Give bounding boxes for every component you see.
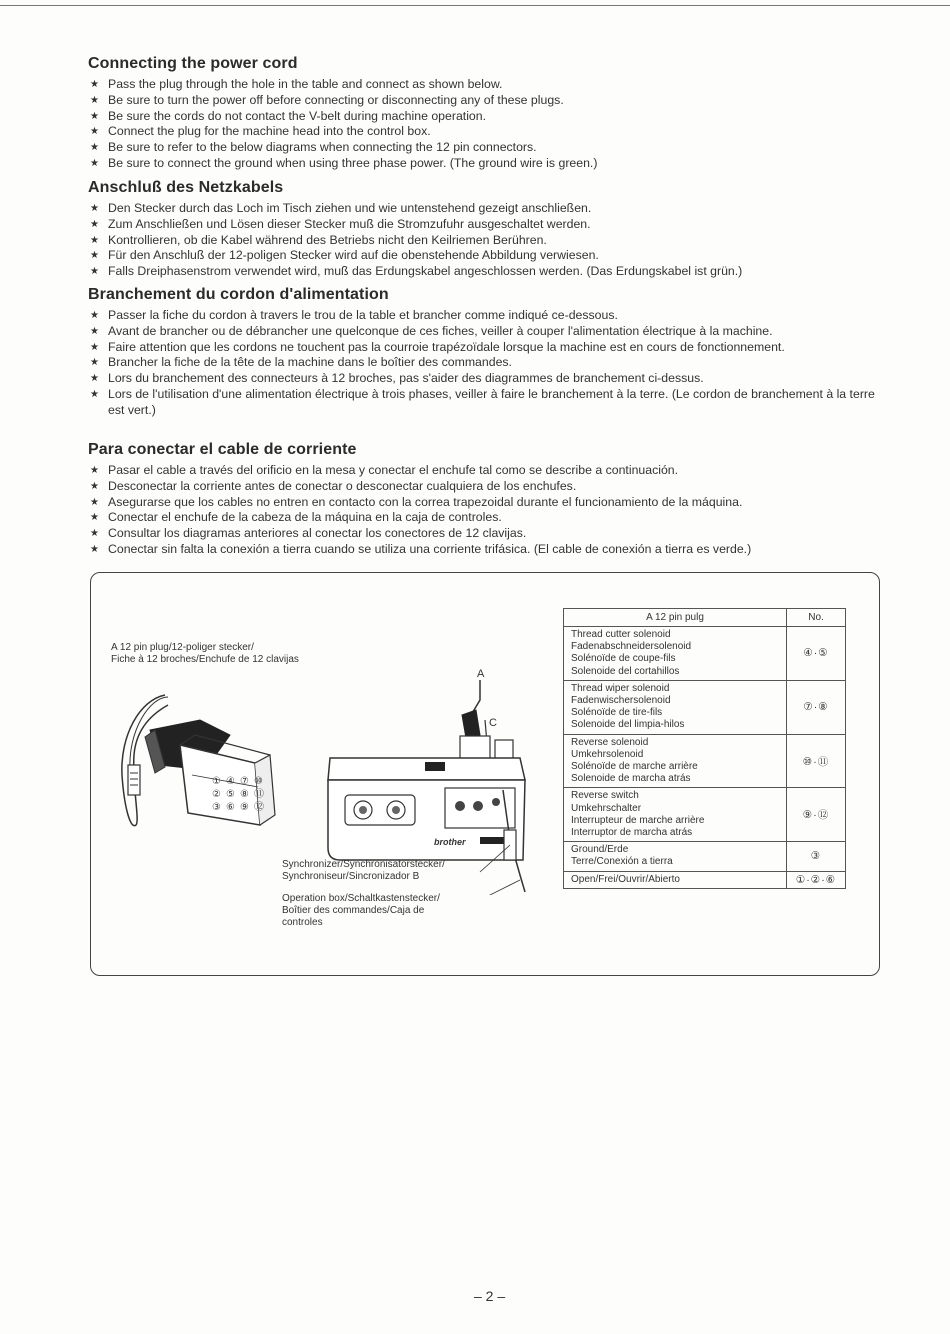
list-item: ★ Avant de brancher ou de débrancher une quelconque de ces fiches, veiller à couper l'alimentation électrique à la machine. xyxy=(88,324,878,340)
pin-label: ⑨ xyxy=(240,802,249,813)
list-item: ★ Den Stecker durch das Loch im Tisch ziehen und wie untenstehend gezeigt anschließen. xyxy=(88,201,878,217)
pin-label: ⑧ xyxy=(240,789,249,800)
operation-box-caption: Operation box/Schaltkastenstecker/ Boîtier des commandes/Caja de controles xyxy=(282,893,440,928)
list-item: ★ Falls Dreiphasenstrom verwendet wird, muß das Erdungskabel angeschlossen werden. (Das Erdungskabel ist grün.) xyxy=(88,264,878,280)
bullet-list xyxy=(88,463,878,558)
table-header-name: A 12 pin pulg xyxy=(564,609,787,627)
pin-label: ④ xyxy=(226,776,235,787)
pin-label: ⑥ xyxy=(226,802,235,813)
list-item: ★ Pass the plug through the hole in the table and connect as shown below. xyxy=(88,77,878,93)
list-item: ★ Conectar sin falta la conexión a tierra cuando se utiliza una corriente trifásica. (El cable de conexión a tierra es verde.) xyxy=(88,542,878,558)
list-item: ★ Be sure to turn the power off before connecting or disconnecting any of these plugs. xyxy=(88,93,878,109)
brand-logo: brother xyxy=(434,837,466,847)
table-row: Thread wiper solenoid Fadenwischersolenoid Solénoïde de tire-fils Solenoide del limpia-hilos ⑦·⑧ xyxy=(564,680,846,734)
plug-caption xyxy=(111,642,299,666)
bullet-list xyxy=(88,201,878,280)
section-title: Connecting the power cord xyxy=(88,55,298,72)
plug-caption-line: A 12 pin plug/12-poliger stecker/ xyxy=(111,642,254,653)
pin-grid xyxy=(212,776,292,826)
pin-label: ⑤ xyxy=(226,789,235,800)
table-row: Open/Frei/Ouvrir/Abierto ①·②·⑥ xyxy=(564,871,846,888)
list-item: ★ Consultar los diagramas anteriores al conectar los conectores de 12 clavijas. xyxy=(88,526,878,542)
pin-label: ⑪ xyxy=(254,789,264,800)
list-item: ★ Connect the plug for the machine head into the control box. xyxy=(88,124,878,140)
pin-label: ⑩ xyxy=(254,776,263,787)
bullet-list xyxy=(88,308,878,419)
pin-label: ⑦ xyxy=(240,776,249,787)
pin-label: ⑫ xyxy=(254,802,264,813)
list-item: ★ Lors du branchement des connecteurs à 12 broches, pas s'aider des diagrammes de branchement ci-dessus. xyxy=(88,371,878,387)
list-item: ★ Be sure the cords do not contact the V-belt during machine operation. xyxy=(88,109,878,125)
table-row: Ground/Erde Terre/Conexión a tierra ③ xyxy=(564,842,846,871)
pin-label: ③ xyxy=(212,802,221,813)
list-item: ★ Pasar el cable a través del orificio en la mesa y conectar el enchufe tal como se describe a continuación. xyxy=(88,463,878,479)
section-german xyxy=(88,179,878,280)
pin-label: ① xyxy=(212,776,221,787)
label-c: C xyxy=(489,717,497,729)
list-item: ★ Desconectar la corriente antes de conectar o desconectar cualquiera de los enchufes. xyxy=(88,479,878,495)
list-item: ★ Asegurarse que los cables no entren en contacto con la correa trapezoidal durante el funcionamiento de la máquina. xyxy=(88,495,878,511)
plug-caption-line: Fiche à 12 broches/Enchufe de 12 clavijas xyxy=(111,654,299,665)
list-item: ★ Passer la fiche du cordon à travers le trou de la table et brancher comme indiqué ce-dessous. xyxy=(88,308,878,324)
list-item: ★ Lors de l'utilisation d'une alimentation électrique à trois phases, veiller à faire le branchement à la terre. (Le cordon de branchement à la terre est vert.) xyxy=(88,387,878,419)
pin-label: ② xyxy=(212,789,221,800)
synchronizer-caption: Synchronizer/Synchronisatorstecker/ Synchroniseur/Sincronizador B xyxy=(282,859,445,882)
pin-table xyxy=(563,608,846,889)
section-title: Branchement du cordon d'alimentation xyxy=(88,286,389,303)
top-rule xyxy=(0,5,950,6)
list-item: ★ Kontrollieren, ob die Kabel während des Betriebs nicht den Keilriemen Berühren. xyxy=(88,233,878,249)
list-item: ★ Conectar el enchufe de la cabeza de la máquina en la caja de controles. xyxy=(88,510,878,526)
list-item: ★ Für den Anschluß der 12-poligen Stecker wird auf die obenstehende Abbildung verwiesen. xyxy=(88,248,878,264)
section-english xyxy=(88,55,878,172)
page-number: – 2 – xyxy=(474,1288,506,1304)
table-row: Thread cutter solenoid Fadenabschneidersolenoid Solénoïde de coupe-fils Solenoide del cortahillos ④·⑤ xyxy=(564,627,846,681)
table-row: Reverse solenoid Umkehrsolenoid Solénoïde de marche arrière Solenoide de marcha atrás ⑩·⑪ xyxy=(564,734,846,788)
list-item: ★ Be sure to refer to the below diagrams when connecting the 12 pin connectors. xyxy=(88,140,878,156)
list-item: ★ Faire attention que les cordons ne touchent pas la courroie trapézoïdale lorsque la machine est en cours de fonctionnement. xyxy=(88,340,878,356)
section-title: Anschluß des Netzkabels xyxy=(88,179,284,196)
list-item: ★ Zum Anschließen und Lösen dieser Stecker muß die Stromzufuhr ausgeschaltet werden. xyxy=(88,217,878,233)
label-a: A xyxy=(477,668,485,680)
list-item: ★ Be sure to connect the ground when using three phase power. (The ground wire is green.) xyxy=(88,156,878,172)
table-row: Reverse switch Umkehrschalter Interrupteur de marche arrière Interruptor de marcha atrás ⑨·⑫ xyxy=(564,788,846,842)
section-spanish xyxy=(88,441,878,558)
section-title: Para conectar el cable de corriente xyxy=(88,441,357,458)
plug-illustration xyxy=(110,675,300,855)
list-item: ★ Brancher la fiche de la tête de la machine dans le boîtier des commandes. xyxy=(88,355,878,371)
bullet-list xyxy=(88,77,878,172)
section-french xyxy=(88,286,878,419)
table-header-no: No. xyxy=(787,609,846,627)
